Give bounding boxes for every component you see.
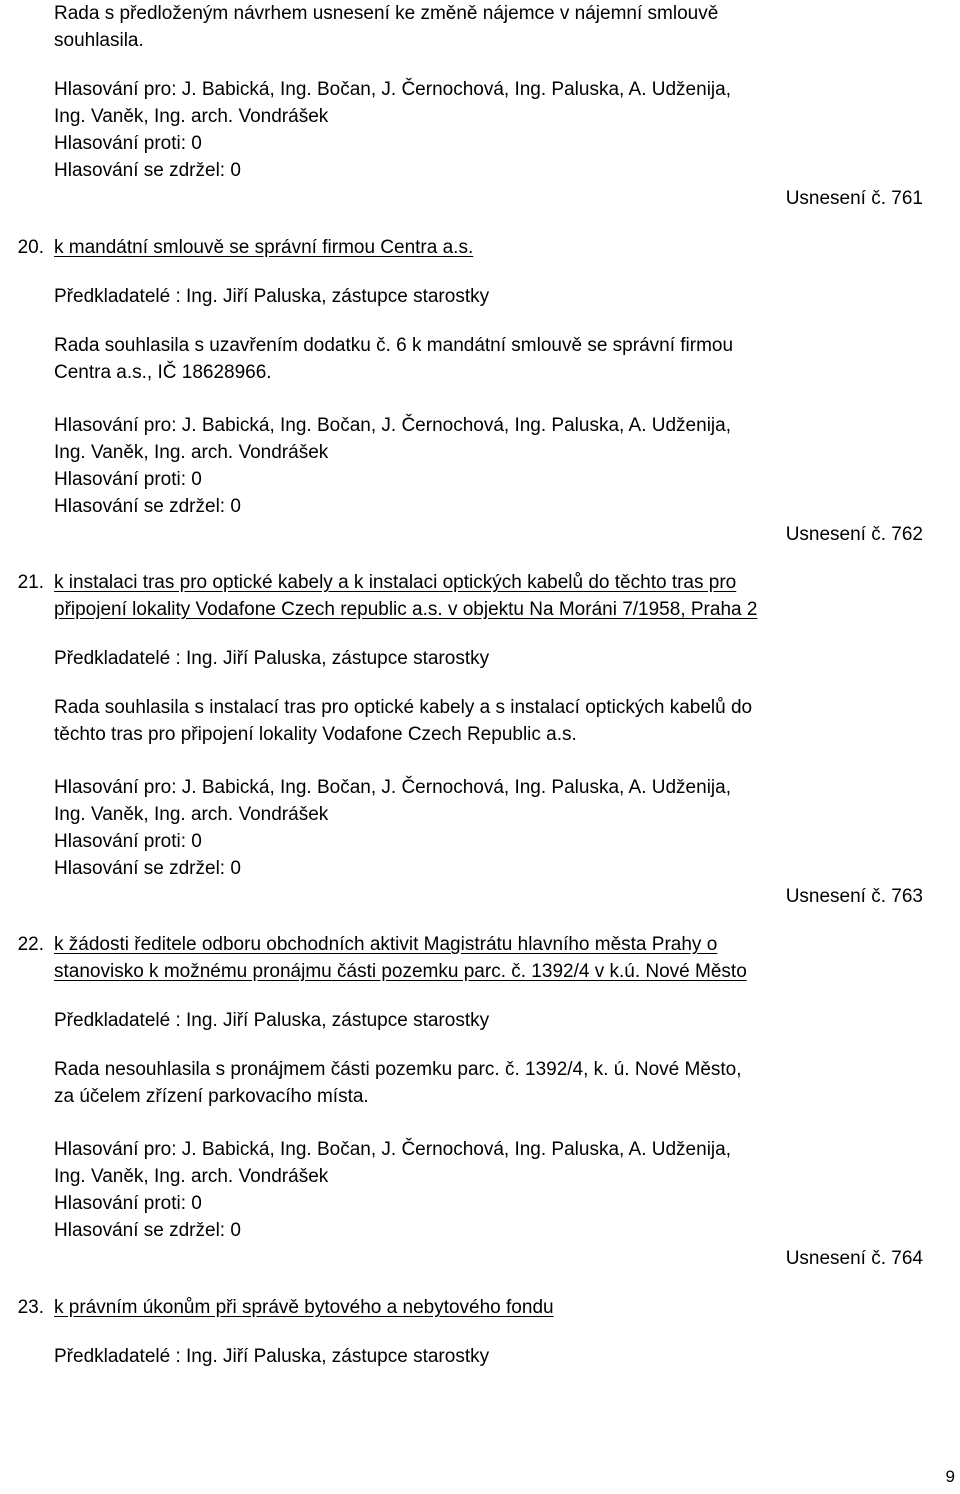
vote-for: Ing. Vaněk, Ing. arch. Vondrášek <box>54 804 329 825</box>
resolution-number: Usnesení č. 761 <box>785 188 923 209</box>
resolution-number: Usnesení č. 763 <box>785 886 923 907</box>
item-title: stanovisko k možnému pronájmu části pozemku parc. č. 1392/4 v k.ú. Nové Město <box>54 961 747 982</box>
vote-against: Hlasování proti: 0 <box>54 831 202 852</box>
item-title: k žádosti ředitele odboru obchodních aktivit Magistrátu hlavního města Prahy o <box>54 934 718 955</box>
item-submitter: Předkladatelé : Ing. Jiří Paluska, zástupce starostky <box>54 1346 490 1367</box>
vote-for: Hlasování pro: J. Babická, Ing. Bočan, J. Černochová, Ing. Paluska, A. Udženija, <box>54 415 731 436</box>
vote-for: Ing. Vaněk, Ing. arch. Vondrášek <box>54 106 329 127</box>
item-title: k právním úkonům při správě bytového a nebytového fondu <box>54 1297 554 1318</box>
resolution-number: Usnesení č. 762 <box>785 524 923 545</box>
vote-for: Ing. Vaněk, Ing. arch. Vondrášek <box>54 1166 329 1187</box>
item-submitter: Předkladatelé : Ing. Jiří Paluska, zástupce starostky <box>54 286 490 307</box>
intro-text-line: souhlasila. <box>54 30 144 51</box>
vote-against: Hlasování proti: 0 <box>54 1193 202 1214</box>
vote-for: Hlasování pro: J. Babická, Ing. Bočan, J. Černochová, Ing. Paluska, A. Udženija, <box>54 1139 731 1160</box>
item-submitter: Předkladatelé : Ing. Jiří Paluska, zástupce starostky <box>54 1010 490 1031</box>
intro-text-line: Rada s předloženým návrhem usnesení ke změně nájemce v nájemní smlouvě <box>54 3 719 24</box>
vote-abstain: Hlasování se zdržel: 0 <box>54 496 241 517</box>
vote-for: Hlasování pro: J. Babická, Ing. Bočan, J. Černochová, Ing. Paluska, A. Udženija, <box>54 777 731 798</box>
vote-abstain: Hlasování se zdržel: 0 <box>54 1220 241 1241</box>
item-number: 21. <box>17 572 44 593</box>
item-decision: Rada souhlasila s uzavřením dodatku č. 6 k mandátní smlouvě se správní firmou <box>54 335 734 356</box>
vote-abstain: Hlasování se zdržel: 0 <box>54 858 241 879</box>
item-decision: těchto tras pro připojení lokality Vodafone Czech Republic a.s. <box>54 724 577 745</box>
resolution-number: Usnesení č. 764 <box>785 1248 923 1269</box>
item-decision: za účelem zřízení parkovacího místa. <box>54 1086 369 1107</box>
item-decision: Rada nesouhlasila s pronájmem části pozemku parc. č. 1392/4, k. ú. Nové Město, <box>54 1059 742 1080</box>
vote-for: Hlasování pro: J. Babická, Ing. Bočan, J. Černochová, Ing. Paluska, A. Udženija, <box>54 79 731 100</box>
item-title: k instalaci tras pro optické kabely a k instalaci optických kabelů do těchto tras pro <box>54 572 737 593</box>
vote-against: Hlasování proti: 0 <box>54 133 202 154</box>
item-number: 20. <box>17 237 44 258</box>
vote-for: Ing. Vaněk, Ing. arch. Vondrášek <box>54 442 329 463</box>
item-number: 22. <box>17 934 44 955</box>
item-decision: Centra a.s., IČ 18628966. <box>54 362 272 383</box>
vote-abstain: Hlasování se zdržel: 0 <box>54 160 241 181</box>
vote-against: Hlasování proti: 0 <box>54 469 202 490</box>
item-number: 23. <box>17 1297 44 1318</box>
item-decision: Rada souhlasila s instalací tras pro optické kabely a s instalací optických kabelů do <box>54 697 753 718</box>
page-number: 9 <box>945 1467 955 1486</box>
item-title: připojení lokality Vodafone Czech republic a.s. v objektu Na Moráni 7/1958, Praha 2 <box>54 599 758 620</box>
item-submitter: Předkladatelé : Ing. Jiří Paluska, zástupce starostky <box>54 648 490 669</box>
item-title: k mandátní smlouvě se správní firmou Centra a.s. <box>54 237 474 258</box>
